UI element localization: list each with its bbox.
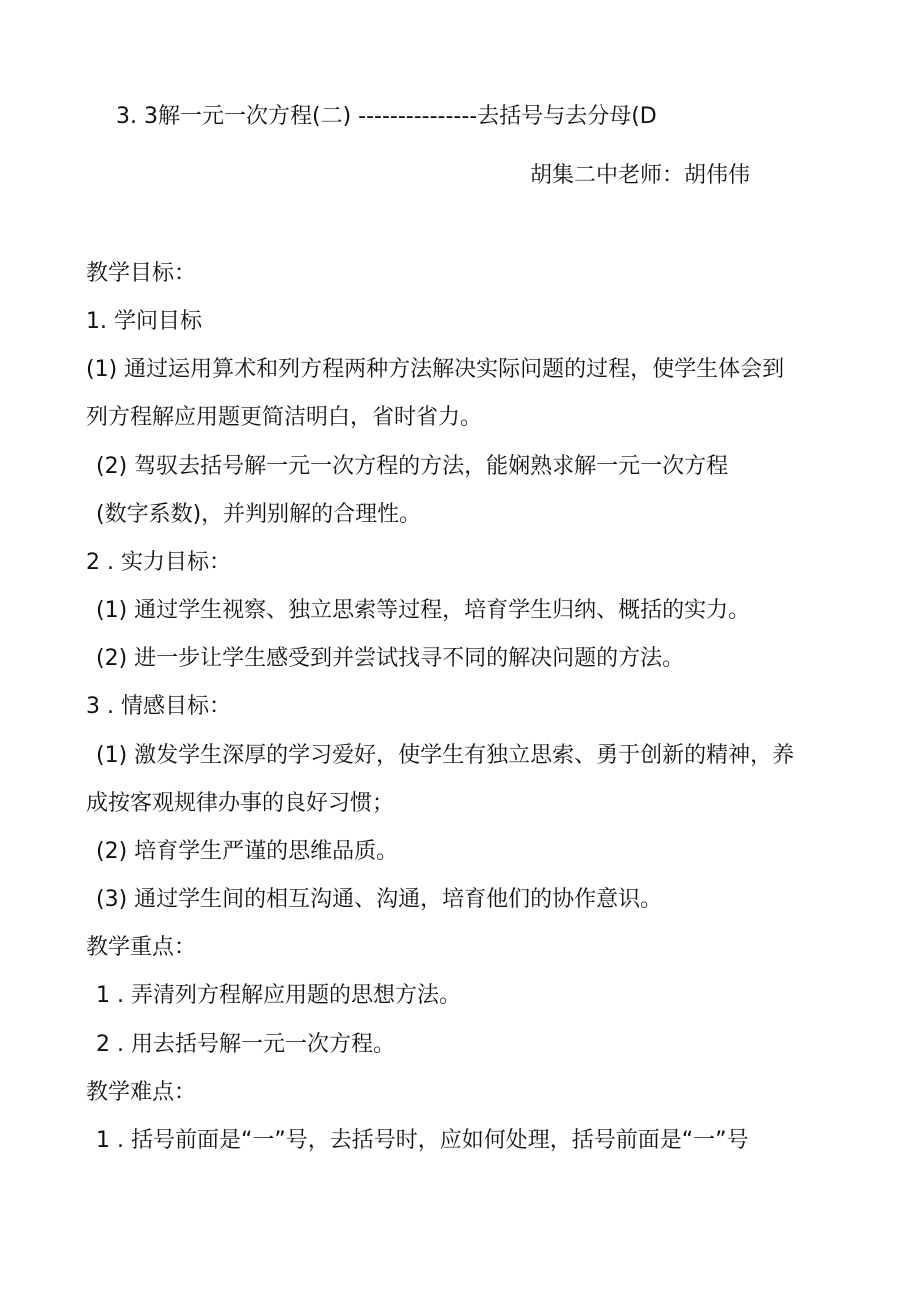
paragraph-line: 列方程解应用题更简洁明白，省时省力。 (86, 405, 483, 430)
section-heading-objectives: 教学目标： (86, 261, 197, 286)
section-heading-difficulties: 教学难点： (86, 1080, 197, 1105)
subsection-knowledge: 1. 学问目标 (86, 309, 202, 334)
paragraph-line: (1) 激发学生深厚的学习爱好，使学生有独立思索、勇于创新的精神，养 (96, 743, 795, 768)
paragraph-line: 1 . 括号前面是“一”号，去括号时，应如何处理，括号前面是“一”号 (96, 1128, 749, 1153)
paragraph-line: (1) 通过学生视察、独立思索等过程，培育学生归纳、概括的实力。 (96, 598, 751, 623)
paragraph-line: (3) 通过学生间的相互沟通、沟通，培育他们的协作意识。 (96, 887, 663, 912)
paragraph-line: (数字系数)，并判别解的合理性。 (96, 502, 422, 527)
paragraph-line: 2 . 用去括号解一元一次方程。 (96, 1032, 395, 1057)
paragraph-line: (2) 驾驭去括号解一元一次方程的方法，能娴熟求解一元一次方程 (96, 454, 729, 479)
paragraph-line: (2) 进一步让学生感受到并尝试找寻不同的解决问题的方法。 (96, 646, 685, 671)
paragraph-line: (2) 培育学生严谨的思维品质。 (96, 839, 399, 864)
paragraph-line: 1 . 弄清列方程解应用题的思想方法。 (96, 983, 461, 1008)
subsection-ability: 2 . 实力目标： (86, 550, 231, 575)
subsection-emotion: 3 . 情感目标： (86, 694, 231, 719)
author-line: 胡集二中老师：胡伟伟 (530, 163, 751, 188)
paragraph-line: 成按客观规律办事的良好习惯； (86, 791, 395, 816)
document-title: 3. 3解一元一次方程(二) ---------------去括号与去分母(D (116, 104, 657, 129)
paragraph-line: (1) 通过运用算术和列方程两种方法解决实际问题的过程，使学生体会到 (86, 357, 785, 382)
section-heading-key-points: 教学重点： (86, 935, 197, 960)
